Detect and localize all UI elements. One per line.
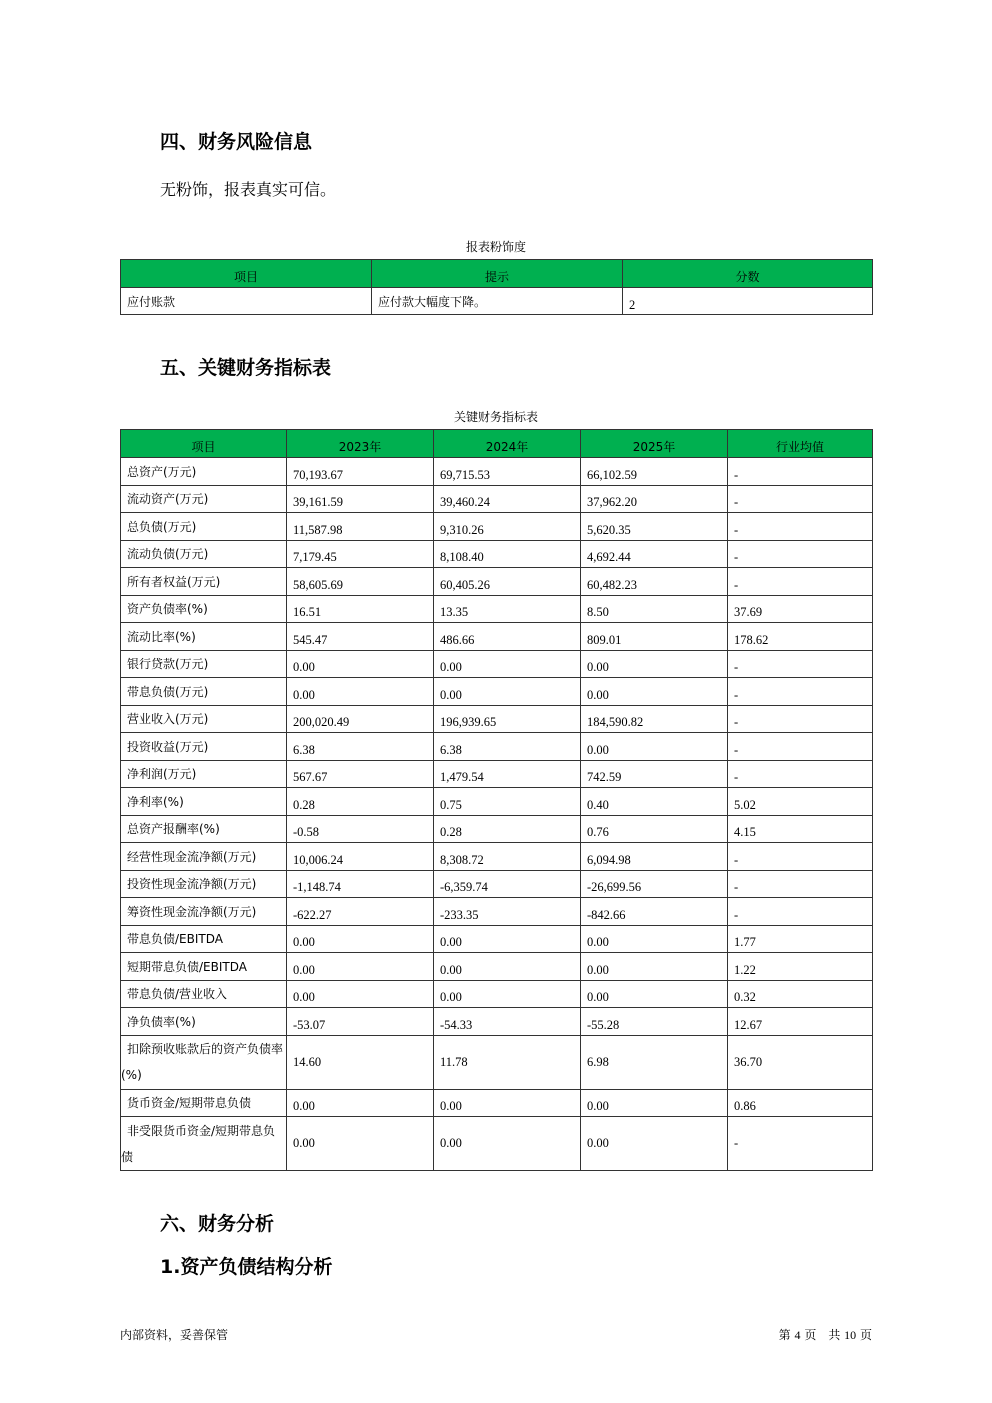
row-label: 筹资性现金流净额(万元) (121, 898, 287, 926)
table-cell: 0.00 (434, 1117, 581, 1171)
header-cell: 分数 (623, 260, 873, 288)
table-cell: 1,479.54 (434, 760, 581, 788)
table-row (121, 925, 873, 953)
kpi-table-caption: 关键财务指标表 (453, 410, 538, 424)
table-cell: 0.00 (287, 650, 434, 678)
table-cell: 39,460.24 (434, 485, 581, 513)
table-cell: -0.58 (287, 815, 434, 843)
header-cell: 2024年 (434, 430, 581, 458)
row-label: 资产负债率(%) (121, 595, 287, 623)
table-cell: - (728, 733, 873, 761)
header-cell: 2025年 (581, 430, 728, 458)
page-number (779, 1326, 872, 1343)
table-row (121, 953, 873, 981)
row-label: 经营性现金流净额(万元) (121, 843, 287, 871)
risk-table-caption: 报表粉饰度 (465, 240, 526, 254)
table-cell: 应付款大幅度下降。 (372, 288, 623, 315)
table-cell: 0.75 (434, 788, 581, 816)
table-cell: 58,605.69 (287, 568, 434, 596)
table-row (121, 1117, 873, 1171)
table-cell: - (728, 540, 873, 568)
table-cell: 5.02 (728, 788, 873, 816)
footer-note: 内部资料，妥善保管 (120, 1328, 229, 1342)
table-cell: 0.00 (581, 980, 728, 1008)
table-cell: - (728, 705, 873, 733)
table-row (121, 288, 873, 315)
table-row (121, 705, 873, 733)
table-cell: -6,359.74 (434, 870, 581, 898)
section-6-title: 六、财务分析 (160, 1213, 275, 1235)
table-cell: 0.00 (287, 980, 434, 1008)
table-row (121, 678, 873, 706)
table-cell: 16.51 (287, 595, 434, 623)
table-cell: 0.28 (434, 815, 581, 843)
table-row (121, 733, 873, 761)
section-5-title: 五、关键财务指标表 (160, 357, 332, 379)
row-label: 流动资产(万元) (121, 485, 287, 513)
row-label: 非受限货币资金/短期带息负债 (121, 1117, 287, 1171)
table-row (121, 595, 873, 623)
header-cell: 提示 (372, 260, 623, 288)
table-cell: 196,939.65 (434, 705, 581, 733)
row-label: 带息负债/EBITDA (121, 925, 287, 953)
table-row (121, 760, 873, 788)
table-cell: 809.01 (581, 623, 728, 651)
table-cell: 66,102.59 (581, 458, 728, 486)
table-cell: 1.77 (728, 925, 873, 953)
kpi-table-header (121, 430, 873, 458)
risk-table (120, 259, 873, 315)
table-cell: 9,310.26 (434, 513, 581, 541)
page-prefix: 第 (778, 1328, 791, 1342)
table-cell: - (728, 843, 873, 871)
table-cell: -54.33 (434, 1008, 581, 1036)
table-cell: - (728, 898, 873, 926)
table-row (121, 568, 873, 596)
table-cell: 0.00 (434, 980, 581, 1008)
table-cell: 39,161.59 (287, 485, 434, 513)
table-row (121, 980, 873, 1008)
header-cell: 项目 (121, 430, 287, 458)
table-cell: - (728, 1117, 873, 1171)
table-cell: 14.60 (287, 1035, 434, 1089)
row-label: 所有者权益(万元) (121, 568, 287, 596)
table-row (121, 623, 873, 651)
table-cell: 应付账款 (121, 288, 372, 315)
table-cell: 6.38 (287, 733, 434, 761)
table-cell: 0.00 (434, 678, 581, 706)
table-row (121, 898, 873, 926)
table-cell: 0.00 (581, 925, 728, 953)
row-label: 总负债(万元) (121, 513, 287, 541)
table-row (121, 540, 873, 568)
header-cell: 项目 (121, 260, 372, 288)
table-cell: 486.66 (434, 623, 581, 651)
row-label: 短期带息负债/EBITDA (121, 953, 287, 981)
table-row (121, 788, 873, 816)
table-cell: - (728, 870, 873, 898)
table-row (121, 815, 873, 843)
table-cell: -233.35 (434, 898, 581, 926)
table-cell: 8,308.72 (434, 843, 581, 871)
table-cell: 178.62 (728, 623, 873, 651)
table-cell: 0.00 (287, 678, 434, 706)
table-cell: -53.07 (287, 1008, 434, 1036)
table-row (121, 650, 873, 678)
table-cell: -622.27 (287, 898, 434, 926)
table-cell: 7,179.45 (287, 540, 434, 568)
table-cell: 4.15 (728, 815, 873, 843)
table-cell: 11,587.98 (287, 513, 434, 541)
section-4-text: 无粉饰，报表真实可信。 (160, 180, 337, 199)
table-cell: 5,620.35 (581, 513, 728, 541)
table-cell: 60,405.26 (434, 568, 581, 596)
table-cell: 0.00 (287, 925, 434, 953)
table-cell: 200,020.49 (287, 705, 434, 733)
table-cell: 184,590.82 (581, 705, 728, 733)
table-cell: 0.00 (581, 953, 728, 981)
row-label: 净利率(%) (121, 788, 287, 816)
kpi-table (120, 429, 873, 1171)
section-4-title: 四、财务风险信息 (160, 131, 313, 153)
table-cell: 0.00 (581, 733, 728, 761)
table-cell: 0.40 (581, 788, 728, 816)
table-cell: 1.22 (728, 953, 873, 981)
table-cell: 0.00 (287, 1089, 434, 1117)
row-label: 货币资金/短期带息负债 (121, 1089, 287, 1117)
table-cell: 36.70 (728, 1035, 873, 1089)
table-cell: 567.67 (287, 760, 434, 788)
table-cell: - (728, 760, 873, 788)
table-cell: - (728, 650, 873, 678)
table-cell: - (728, 678, 873, 706)
table-cell: 12.67 (728, 1008, 873, 1036)
table-cell: - (728, 513, 873, 541)
table-row (121, 458, 873, 486)
table-cell: 0.86 (728, 1089, 873, 1117)
table-cell: - (728, 458, 873, 486)
table-cell: 4,692.44 (581, 540, 728, 568)
table-cell: - (728, 485, 873, 513)
table-cell: - (728, 568, 873, 596)
table-row (121, 485, 873, 513)
page-current: 4 (794, 1328, 801, 1342)
table-cell: 8.50 (581, 595, 728, 623)
page-suffix: 页 (859, 1328, 872, 1342)
table-cell: 0.32 (728, 980, 873, 1008)
table-cell: 0.00 (581, 678, 728, 706)
row-label: 投资性现金流净额(万元) (121, 870, 287, 898)
table-cell: 37,962.20 (581, 485, 728, 513)
table-cell: 8,108.40 (434, 540, 581, 568)
table-row (121, 1035, 873, 1089)
table-cell: 13.35 (434, 595, 581, 623)
table-cell: 0.76 (581, 815, 728, 843)
table-cell: 2 (623, 288, 873, 315)
table-cell: -26,699.56 (581, 870, 728, 898)
kpi-table-body (121, 458, 873, 1171)
table-cell: 0.00 (581, 650, 728, 678)
table-cell: 0.00 (434, 650, 581, 678)
table-cell: 69,715.53 (434, 458, 581, 486)
header-cell: 2023年 (287, 430, 434, 458)
table-cell: 37.69 (728, 595, 873, 623)
table-cell: 0.00 (287, 1117, 434, 1171)
table-cell: 0.00 (287, 953, 434, 981)
table-cell: -842.66 (581, 898, 728, 926)
row-label: 总资产报酬率(%) (121, 815, 287, 843)
row-label: 总资产(万元) (121, 458, 287, 486)
table-cell: 60,482.23 (581, 568, 728, 596)
table-cell: 0.00 (581, 1117, 728, 1171)
table-row (121, 843, 873, 871)
table-cell: -1,148.74 (287, 870, 434, 898)
table-cell: 11.78 (434, 1035, 581, 1089)
table-cell: 0.00 (434, 953, 581, 981)
table-cell: 6,094.98 (581, 843, 728, 871)
row-label: 净利润(万元) (121, 760, 287, 788)
table-cell: 0.00 (581, 1089, 728, 1117)
header-cell: 行业均值 (728, 430, 873, 458)
row-label: 投资收益(万元) (121, 733, 287, 761)
row-label: 带息负债(万元) (121, 678, 287, 706)
table-cell: 545.47 (287, 623, 434, 651)
table-row (121, 1089, 873, 1117)
row-label: 流动负债(万元) (121, 540, 287, 568)
table-cell: 0.28 (287, 788, 434, 816)
table-cell: 0.00 (434, 1089, 581, 1117)
table-row (121, 1008, 873, 1036)
row-label: 流动比率(%) (121, 623, 287, 651)
risk-table-header (121, 260, 873, 288)
table-cell: 742.59 (581, 760, 728, 788)
table-row (121, 513, 873, 541)
table-cell: 6.98 (581, 1035, 728, 1089)
table-cell: 10,006.24 (287, 843, 434, 871)
row-label: 净负债率(%) (121, 1008, 287, 1036)
table-cell: -55.28 (581, 1008, 728, 1036)
section-6-subtitle: 1.资产负债结构分析 (160, 1256, 333, 1278)
page-mid: 页 共 (804, 1328, 841, 1342)
table-cell: 0.00 (434, 925, 581, 953)
table-cell: 70,193.67 (287, 458, 434, 486)
table-cell: 6.38 (434, 733, 581, 761)
table-row (121, 870, 873, 898)
row-label: 带息负债/营业收入 (121, 980, 287, 1008)
page-total: 10 (844, 1328, 857, 1342)
row-label: 银行贷款(万元) (121, 650, 287, 678)
row-label: 扣除预收账款后的资产负债率(%) (121, 1035, 287, 1089)
row-label: 营业收入(万元) (121, 705, 287, 733)
